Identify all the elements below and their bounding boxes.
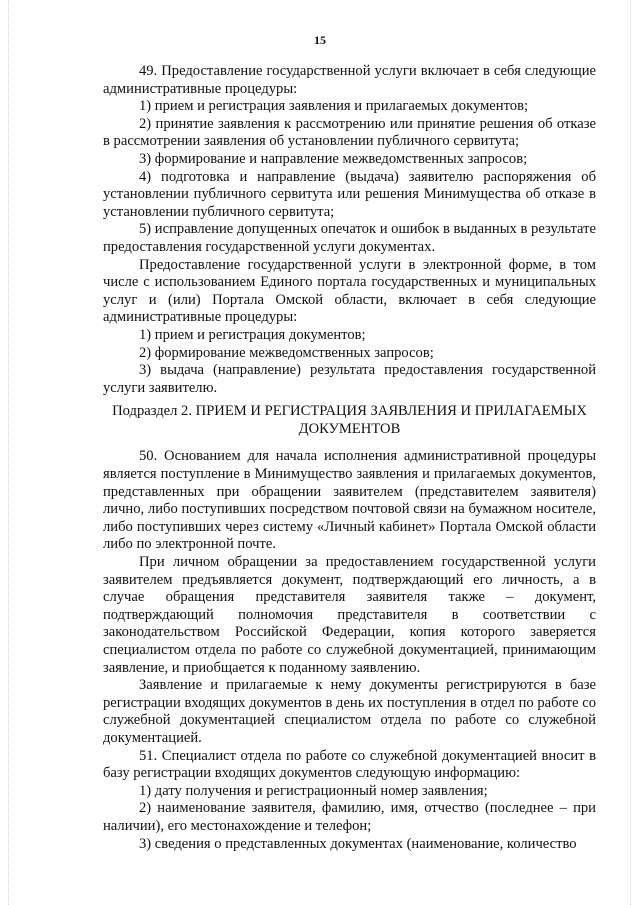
paragraph: 4) подготовка и направление (выдача) заявителю распоряжения об установлении публичного сервитута или решения Минимущества об отказе в установлении публичного сервитута;: [103, 168, 596, 220]
paragraph: 2) наименование заявителя, фамилию, имя, отчество (последнее – при наличии), его местонахождение и телефон;: [103, 800, 596, 834]
paragraph: 1) прием и регистрация заявления и прилагаемых документов;: [139, 98, 529, 115]
left-margin-line: [8, 0, 10, 905]
paragraph: 1) прием и регистрация документов;: [139, 326, 366, 343]
paragraph: Предоставление государственной услуги в электронной форме, в том числе с использованием Единого портала государственных и муниципальных услуг и (или) Портала Омской области, включает в себя следующие административные процедуры:: [103, 256, 596, 326]
paragraph: 3) выдача (направление) результата предоставления государственной услуги заявителю.: [103, 362, 596, 396]
paragraph: 51. Специалист отдела по работе со служебной документацией вносит в базу регистрации входящих документов следующую информацию:: [103, 747, 596, 782]
paragraph: 2) принятие заявления к рассмотрению или принятие решения об отказе в рассмотрении заявления об установлении публичного сервитута;: [103, 115, 596, 150]
paragraph: 50. Основанием для начала исполнения административной процедуры является поступление в Минимущество заявления и прилагаемых документов, представленных при обращении заявителем (представителем заявителя) лично, либо поступивших посредством почтовой связи на бумажном носителе, либо поступивших через систему «Личный кабинет» Портала Омской области либо по электронной почте.: [103, 448, 596, 553]
paragraph: 3) формирование и направление межведомственных запросов;: [139, 150, 528, 167]
paragraph: 49. Предоставление государственной услуги включает в себя следующие административные процедуры:: [103, 63, 596, 97]
paragraph: 3) сведения о представленных документах (наименование, количество: [139, 835, 577, 852]
paragraph: 1) дату получения и регистрационный номер заявления;: [139, 782, 488, 799]
right-margin-line: [630, 0, 632, 905]
document-body: [103, 63, 596, 853]
paragraph: Заявление и прилагаемые к нему документы регистрируются в базе регистрации входящих документов в день их поступления в отдел по работе со служебной документацией специалистом отдела по работе со служебной документацией.: [103, 677, 596, 746]
paragraph: При личном обращении за предоставлением государственной услуги заявителем предъявляется документ, подтверждающий его личность, а в случае обращения представителя заявителя также – документ, подтверждающий полномочия представителя в соответствии с законодательством Российской Федерации, копия которого заверяется специалистом отдела по работе со служебной документацией, принимающим заявление, и приобщается к поданному заявлению.: [103, 554, 596, 676]
section-heading: Подраздел 2. ПРИЕМ И РЕГИСТРАЦИЯ ЗАЯВЛЕНИЯ И ПРИЛАГАЕМЫХ ДОКУМЕНТОВ: [112, 403, 587, 437]
paragraph: 5) исправление допущенных опечаток и ошибок в выданных в результате предоставления государственной услуги документах.: [103, 221, 596, 255]
page-number: 15: [314, 33, 326, 47]
paragraph: 2) формирование межведомственных запросов;: [139, 344, 434, 361]
